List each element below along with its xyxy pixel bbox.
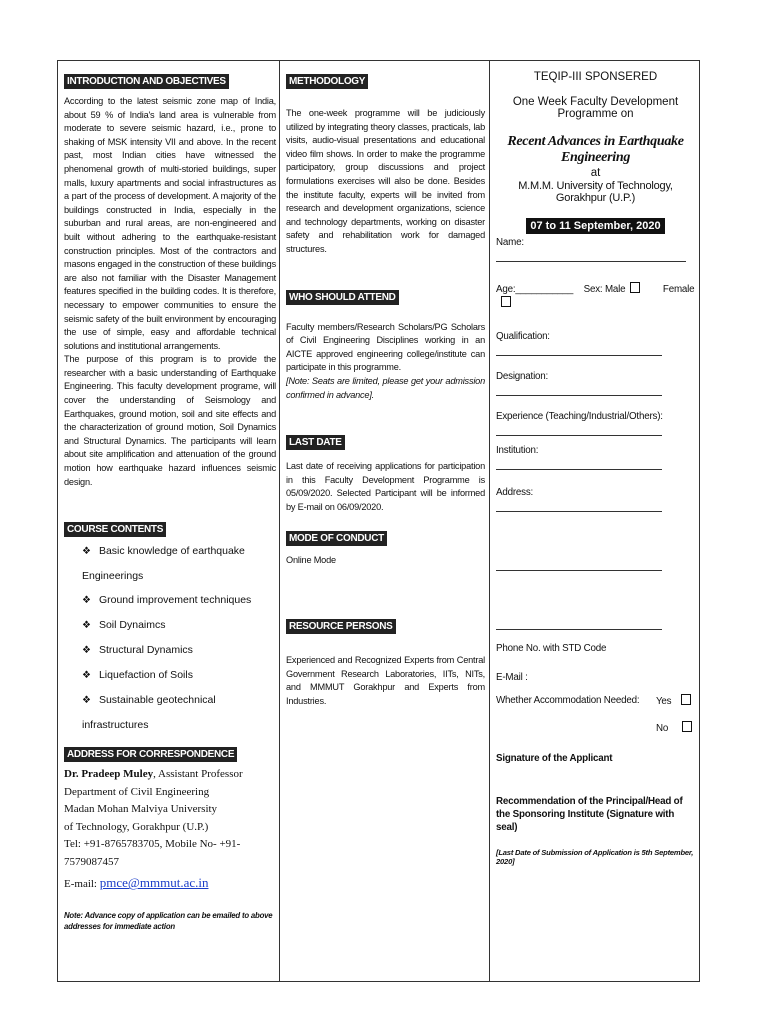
- course-item: ❖ Sustainable geotechnical infrastructures: [82, 688, 276, 737]
- intro-paragraph-2: The purpose of this program is to provide the researcher with a basic understanding of Earthquake Engineering. This faculty development programe, will cover the understanding of Seismology and Earthquakes, ground motion, soil and site effects and the characterization of ground motion, Soil Dynamics and Structural Dynamics. The participants will learn about site amplification and attenuation of the ground motion how earthquake hazard influences seismic design.: [64, 354, 276, 487]
- resource-persons-text: Experienced and Recognized Experts from Central Government Research Laboratories, IITs, NITs, and MMMUT Gorakhpur and Experts from Industries.: [286, 655, 485, 706]
- address-field-1[interactable]: [496, 499, 662, 512]
- accommodation-label: Whether Accommodation Needed:: [496, 695, 640, 706]
- email-label: E-Mail :: [496, 672, 528, 683]
- no-label: No: [656, 723, 669, 734]
- no-checkbox[interactable]: [682, 721, 692, 732]
- yes-checkbox[interactable]: [681, 694, 691, 705]
- no-row: [496, 721, 695, 734]
- recommendation-label: Recommendation of the Principal/Head of the Sponsoring Institute (Signature with seal): [496, 796, 683, 833]
- methodology-header: METHODOLOGY: [286, 74, 368, 89]
- female-checkbox[interactable]: [501, 296, 511, 307]
- intro-paragraph-1: According to the latest seismic zone map of India, about 59 % of India's land area is vulnerable from moderate to severe seismic hazard, i.e., prone to shaking of MSK intensity VII and above. In the recent past, most Indian cities have witnessed the phenomenal growth of multi-storied buildings, super malls, luxury apartments and social infrastructures as a part of the process of development. A majority of the buildings constructed in India, especially in the suburban and rural areas, are non-engineered and built without adhering to the earthquake-resistant construction principles. Most of the contractors and masons engaged in the construction of these buildings are also not familiar with the Disaster Management features specified in the building codes. It is therefore, necessary to empower communities to ensure the seismic safety of the built environment by encouraging the use of simple, easy and affordable technical solutions and institutional arrangements.: [64, 96, 276, 351]
- left-column: [58, 61, 280, 981]
- right-column: [490, 61, 701, 981]
- qualification-field[interactable]: [496, 343, 662, 356]
- age-field[interactable]: Age:___________: [496, 284, 574, 295]
- note-text: Note: Advance copy of application can be emailed to above addresses for immediate action: [64, 910, 273, 931]
- sponsor-line: TEQIP-III SPONSERED: [533, 71, 658, 83]
- address-label: Address:: [496, 487, 534, 498]
- name-field[interactable]: [496, 249, 686, 262]
- last-date-header: LAST DATE: [286, 435, 345, 450]
- email-link[interactable]: pmce@mmmut.ac.in: [99, 875, 209, 891]
- experience-field[interactable]: [496, 423, 662, 436]
- programme-line: One Week Faculty Development Programme on: [512, 96, 679, 120]
- at-line: at: [590, 167, 601, 179]
- phone-label: Phone No. with STD Code: [496, 643, 607, 654]
- contact-name: Dr. Pradeep Muley: [64, 768, 154, 781]
- mode-of-conduct-text: Online Mode: [286, 555, 336, 566]
- contact-role: , Assistant Professor: [153, 768, 243, 781]
- intro-header: INTRODUCTION AND OBJECTIVES: [64, 74, 229, 89]
- brochure-frame: [57, 60, 700, 982]
- email-label: E-mail:: [64, 878, 100, 891]
- course-item: ❖ Basic knowledge of earthquake Engineerings: [82, 539, 276, 588]
- address-field-2[interactable]: [496, 558, 662, 571]
- address-line: Madan Mohan Malviya University: [64, 803, 218, 816]
- course-item: ❖ Soil Dynaimcs: [82, 613, 276, 638]
- address-line: Department of Civil Engineering: [64, 785, 210, 798]
- accommodation-row: [496, 694, 695, 707]
- institution-label: Institution:: [496, 445, 539, 456]
- methodology-text: The one-week programme will be judiciously utilized by integrating theory classes, practicals, lab visits, audio-visual presentations and educational video film shows. In order to make the programme participatory, group discussions and project formulations exercises will also be done. Besides the institute faculty, experts will be invited from research and development organizations, science and technology departments, working on disaster safety and rehabilitation work for damaged structures.: [286, 108, 485, 254]
- course-item: ❖ Liquefaction of Soils: [82, 663, 276, 688]
- signature-label: Signature of the Applicant: [496, 753, 613, 764]
- university-line: M.M.M. University of Technology, Gorakhpur (U.P.): [518, 180, 673, 204]
- last-submission-note: [Last Date of Submission of Application is 5th September, 2020]: [496, 848, 694, 866]
- dates-badge: 07 to 11 September, 2020: [526, 218, 664, 234]
- phone-line: Tel: +91-8765783705, Mobile No- +91-7579087457: [64, 838, 241, 868]
- last-date-text: Last date of receiving applications for participation in this Faculty Development Programme is 05/09/2020. Selected Participant will be informed by E-mail on 06/09/2020.: [286, 461, 485, 512]
- course-item: ❖ Ground improvement techniques: [82, 588, 276, 613]
- course-list: [64, 539, 276, 737]
- name-label: Name:: [496, 237, 524, 248]
- course-contents-header: COURSE CONTENTS: [64, 522, 166, 537]
- yes-label: Yes: [656, 696, 672, 707]
- address-field-3[interactable]: [496, 617, 662, 630]
- age-sex-row: [496, 282, 695, 310]
- correspondence-address: [64, 766, 276, 894]
- sex-label: Sex: Male: [583, 284, 626, 295]
- mode-of-conduct-header: MODE OF CONDUCT: [286, 531, 387, 546]
- who-should-attend-text: Faculty members/Research Scholars/PG Scholars of Civil Engineering Disciplines working in an AICTE approved engineering college/institute can participate in this programme.: [286, 321, 485, 373]
- designation-field[interactable]: [496, 383, 662, 396]
- programme-title: Recent Advances in Earthquake Engineering: [507, 134, 684, 165]
- female-label: Female: [662, 284, 695, 295]
- male-checkbox[interactable]: [630, 282, 640, 293]
- course-item: ❖ Structural Dynamics: [82, 638, 276, 663]
- designation-label: Designation:: [496, 371, 549, 382]
- qualification-label: Qualification:: [496, 331, 550, 342]
- experience-label: Experience (Teaching/Industrial/Others):: [496, 411, 663, 422]
- institution-field[interactable]: [496, 457, 662, 470]
- middle-column: [280, 61, 490, 981]
- resource-persons-header: RESOURCE PERSONS: [286, 619, 396, 634]
- address-line: of Technology, Gorakhpur (U.P.): [64, 820, 209, 833]
- who-should-attend-header: WHO SHOULD ATTEND: [286, 290, 399, 305]
- seats-note: [Note: Seats are limited, please get your admission confirmed in advance].: [286, 375, 485, 400]
- address-header: ADDRESS FOR CORRESPONDENCE: [64, 747, 237, 762]
